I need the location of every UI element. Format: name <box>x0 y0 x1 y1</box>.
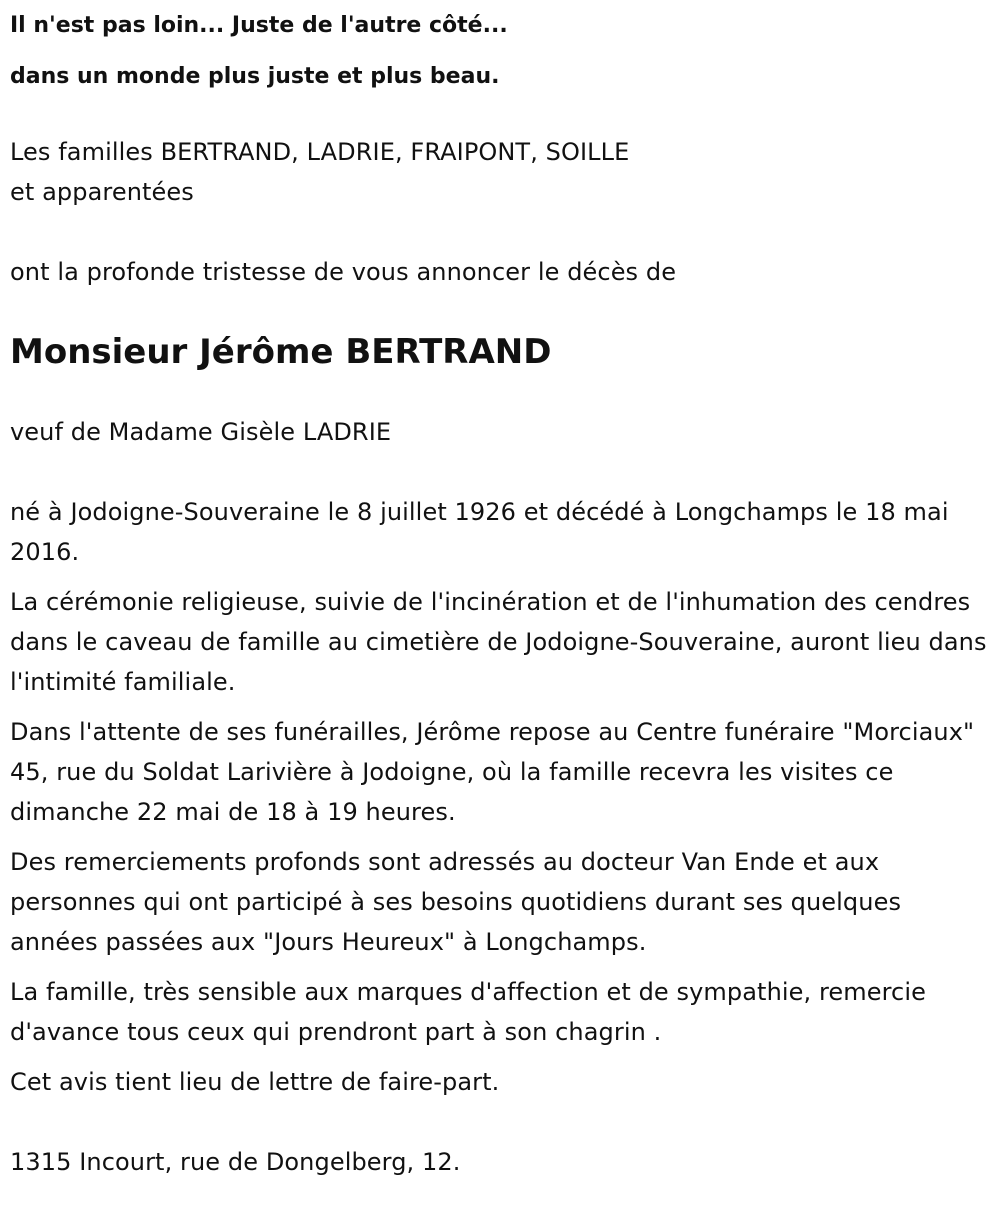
visitation-paragraph: Dans l'attente de ses funérailles, Jérôme repose au Centre funéraire "Morciaux" 45, rue du Soldat Larivière à Jodoigne, où la famille recevra les visites ce dimanche 22 mai de 18 à 19 heures. <box>10 718 975 826</box>
widower-of-text: veuf de Madame Gisèle LADRIE <box>10 418 392 446</box>
address-text: 1315 Incourt, rue de Dongelberg, 12. <box>10 1148 461 1176</box>
epigraph-line-2: dans un monde plus juste et plus beau. <box>10 64 500 89</box>
families-block <box>10 132 990 212</box>
thanks-paragraph: Des remerciements profonds sont adressés au docteur Van Ende et aux personnes qui ont participé à ses besoins quotidiens durant ses quelques années passées aux "Jours Heureux" à Longchamps. <box>10 848 902 956</box>
epigraph-line-1: Il n'est pas loin... Juste de l'autre côté... <box>10 13 508 38</box>
birth-death-paragraph: né à Jodoigne-Souveraine le 8 juillet 1926 et décédé à Longchamps le 18 mai 2016. <box>10 498 949 566</box>
deceased-name: Monsieur Jérôme BERTRAND <box>10 332 552 372</box>
announcement-text: ont la profonde tristesse de vous annoncer le décès de <box>10 258 677 286</box>
families-line-2: et apparentées <box>10 178 194 206</box>
family-thanks-paragraph: La famille, très sensible aux marques d'affection et de sympathie, remercie d'avance tous ceux qui prendront part à son chagrin . <box>10 978 926 1046</box>
ceremony-paragraph: La cérémonie religieuse, suivie de l'incinération et de l'inhumation des cendres dans le caveau de famille au cimetière de Jodoigne-Souveraine, auront lieu dans l'intimité familiale. <box>10 588 987 696</box>
notice-paragraph: Cet avis tient lieu de lettre de faire-part. <box>10 1068 500 1096</box>
families-line-1: Les familles BERTRAND, LADRIE, FRAIPONT, SOILLE <box>10 138 630 166</box>
